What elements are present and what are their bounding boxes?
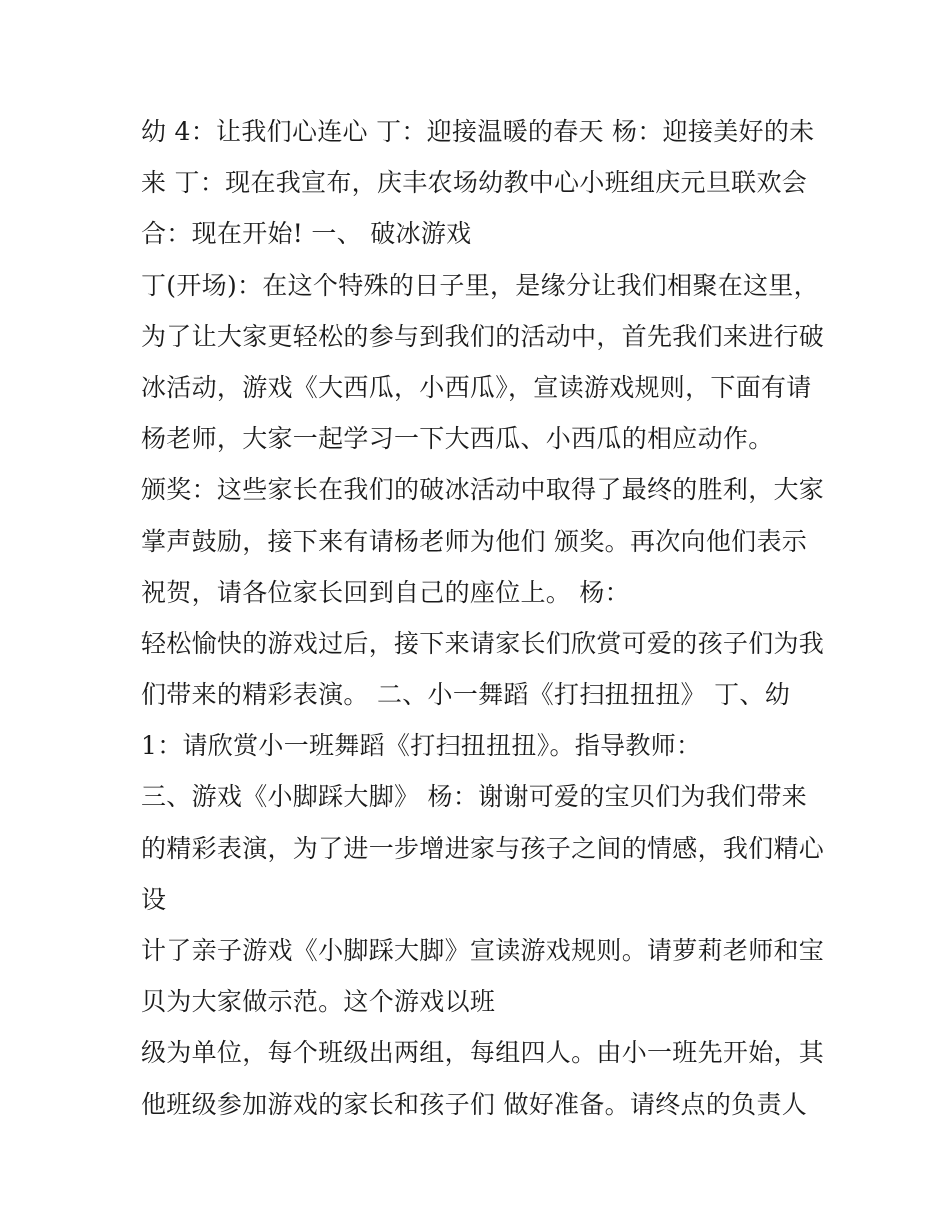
text-line: 级为单位，每个班级出两组，每组四人。由小一班先开始，其 bbox=[141, 1038, 825, 1068]
text-line: 合：现在开始! 一、 破冰游戏 bbox=[141, 219, 472, 249]
body-text bbox=[141, 106, 831, 1130]
text-line: 幼 4：让我们心连心 丁：迎接温暖的春天 杨：迎接美好的未 bbox=[141, 117, 815, 146]
text-line: 丁(开场)：在这个特殊的日子里，是缘分让我们相聚在这里， bbox=[141, 270, 819, 300]
text-line: 贝为大家做示范。这个游戏以班 bbox=[141, 987, 496, 1017]
text-line: 1：请欣赏小一班舞蹈《打扫扭扭扭》。指导教师： bbox=[141, 731, 702, 761]
text-line: 的精彩表演，为了进一步增进家与孩子之间的情感，我们精心 bbox=[141, 833, 825, 863]
text-line: 三、游戏《小脚踩大脚》 杨：谢谢可爱的宝贝们为我们带来 bbox=[141, 782, 808, 812]
text-line: 们带来的精彩表演。 二、小一舞蹈《打扫扭扭扭》 丁、幼 bbox=[141, 680, 790, 710]
text-line: 冰活动，游戏《大西瓜，小西瓜》，宣读游戏规则，下面有请 bbox=[141, 372, 812, 402]
text-line: 掌声鼓励，接下来有请杨老师为他们 颁奖。再次向他们表示 bbox=[141, 526, 808, 556]
text-line: 设 bbox=[141, 884, 167, 914]
text-line: 计了亲子游戏《小脚踩大脚》宣读游戏规则。请萝莉老师和宝 bbox=[141, 936, 825, 965]
text-line: 杨老师，大家一起学习一下大西瓜、小西瓜的相应动作。 bbox=[141, 424, 774, 454]
text-line: 颁奖：这些家长在我们的破冰活动中取得了最终的胜利，大家 bbox=[141, 475, 825, 505]
text-line: 为了让大家更轻松的参与到我们的活动中，首先我们来进行破 bbox=[141, 321, 825, 351]
text-line: 他班级参加游戏的家长和孩子们 做好准备。请终点的负责人 bbox=[141, 1089, 808, 1119]
text-line: 轻松愉快的游戏过后，接下来请家长们欣赏可爱的孩子们为我 bbox=[141, 628, 825, 658]
text-line: 祝贺，请各位家长回到自己的座位上。 杨： bbox=[141, 577, 630, 607]
text-line: 来 丁：现在我宣布，庆丰农场幼教中心小班组庆元旦联欢会 bbox=[141, 168, 808, 198]
